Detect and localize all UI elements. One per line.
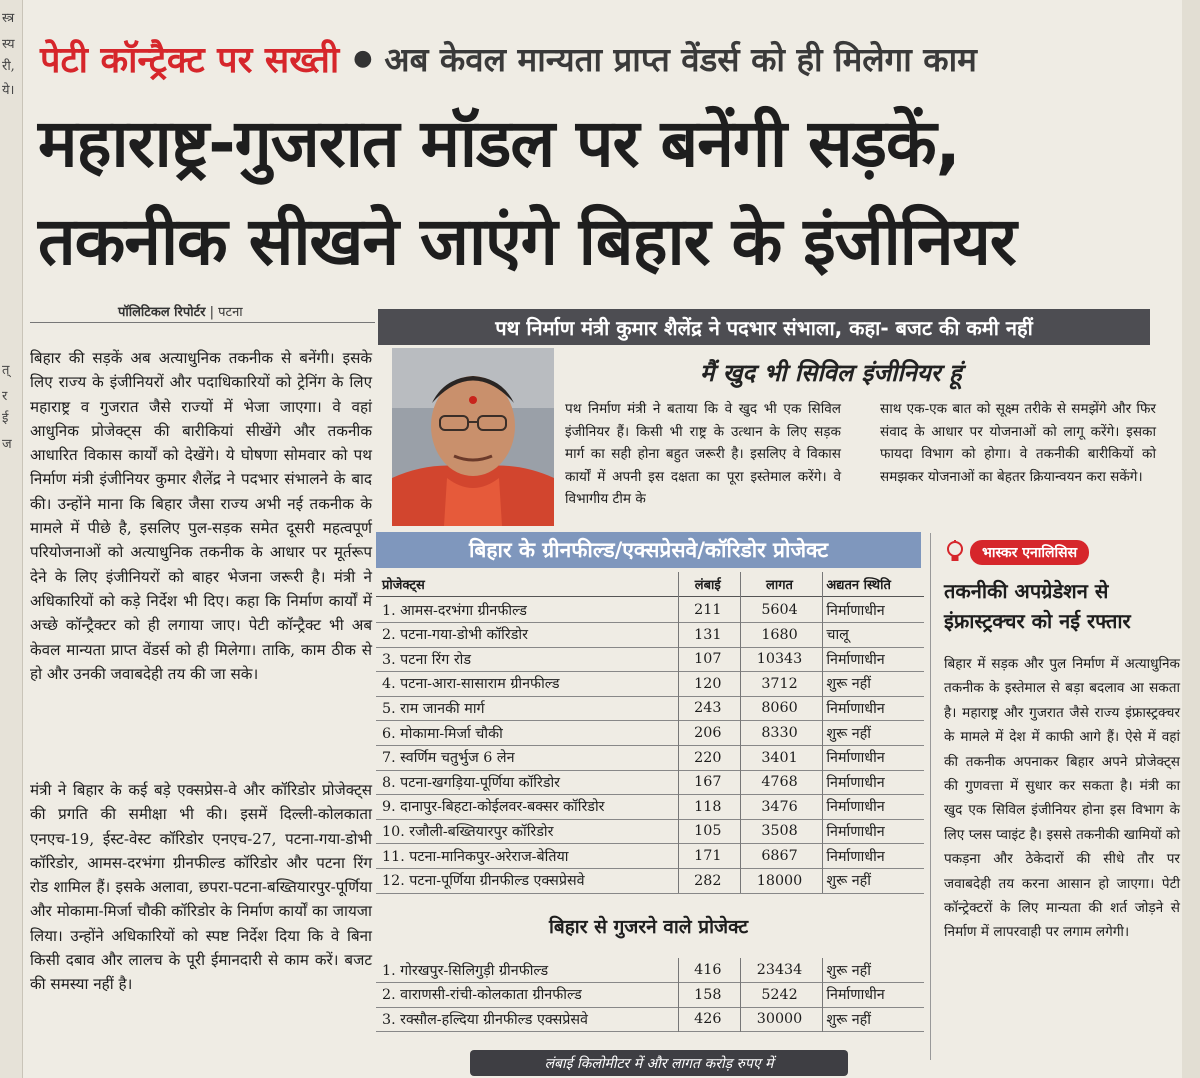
kicker-text: अब केवल मान्यता प्राप्त वेंडर्स को ही मिलेगा काम	[384, 39, 977, 79]
column-divider	[678, 958, 679, 1032]
kicker	[40, 30, 977, 86]
cost-value: 18000	[756, 872, 803, 889]
table-row	[376, 598, 924, 623]
table-row	[376, 819, 924, 844]
table-subtitle: बिहार से गुजरने वाले प्रोजेक्ट	[548, 916, 749, 938]
length-value: 211	[694, 602, 722, 618]
bullet-dot: ●	[353, 45, 373, 71]
length-value: 118	[694, 798, 722, 815]
projects-table	[376, 572, 924, 908]
cost-value: 5604	[761, 602, 798, 618]
header-projects: प्रोजेक्ट्स	[382, 578, 425, 593]
analysis-badge	[944, 538, 1089, 566]
column-divider	[822, 958, 823, 1032]
table-row	[376, 844, 924, 869]
project-name: 10. रजौली-बख्तियारपुर कॉरिडोर	[382, 823, 554, 840]
cost-value: 23434	[756, 962, 803, 978]
project-name: 2. वाराणसी-रांची-कोलकाता ग्रीनफील्ड	[382, 987, 582, 1004]
table-header-row	[376, 572, 924, 597]
status-value: निर्माणाधीन	[826, 823, 885, 840]
analysis-body: बिहार में सड़क और पुल निर्माण में अत्याधुनिक तकनीक के इस्तेमाल से बड़ा बदलाव आ सकता है। महाराष्ट्र और गुजरात जैसे राज्य इंफ्रास्ट्रक्चर के मामले में देश में काफी आगे हैं। ऐसे में वहां की तकनीक अपनाकर बिहार अपने प्रोजेक्ट्स की गुणवत्ता में सुधार कर सकता है। मंत्री का खुद एक सिविल इंजीनियर होना इस विभाग के लिए प्लस प्वाइंट है। इससे तकनीकी खामियों को पकड़ना और ठेकेदारों की सीधे तौर पर जवाबदेही तय करना आसान हो जाएगा। पेटी कॉन्ट्रेक्टरों के लिए मान्यता की शर्त जोड़ने से निर्माण में लापरवाही पर लगाम लगेगी।	[944, 656, 1180, 941]
status-value: शुरू नहीं	[826, 725, 871, 742]
status-value: शुरू नहीं	[826, 873, 871, 890]
cost-value: 8330	[761, 725, 798, 741]
table-footnote: लंबाई किलोमीटर में और लागत करोड़ रुपए में	[470, 1050, 848, 1076]
minister-photo	[392, 348, 554, 526]
status-value: शुरू नहीं	[826, 962, 871, 979]
project-name: 8. पटना-खगड़िया-पूर्णिया कॉरिडोर	[382, 774, 561, 791]
project-name: 3. पटना रिंग रोड	[382, 651, 472, 668]
minister-column-1: पथ निर्माण मंत्री ने बताया कि वे खुद भी एक सिविल इंजीनियर हैं। किसी भी राष्ट्र के उत्थान के लिए सड़क मार्ग का सही होना बहुत जरूरी है। इसलिए वे विकास कार्यों में अपनी इस दक्षता का पूरा इस्तेमाल करेंगे। वे विभागीय टीम के	[565, 401, 841, 507]
table-row	[376, 672, 924, 697]
byline-rule	[30, 322, 375, 323]
project-name: 5. राम जानकी मार्ग	[382, 700, 485, 717]
status-value: निर्माणाधीन	[826, 774, 885, 791]
length-value: 282	[694, 872, 722, 889]
column-divider	[740, 572, 741, 893]
cost-value: 30000	[756, 1011, 803, 1028]
length-value: 206	[694, 725, 722, 741]
status-value: निर्माणाधीन	[826, 848, 885, 865]
cost-value: 3476	[761, 798, 798, 815]
cost-value: 3401	[761, 749, 798, 766]
cost-value: 4768	[761, 774, 798, 791]
header-status: अद्यतन स्थिति	[826, 578, 891, 593]
status-value: निर्माणाधीन	[826, 602, 885, 619]
analysis-headline: तकनीकी अपग्रेडेशन से इंफ्रास्ट्रक्चर को नई रफ्तार	[944, 579, 1131, 633]
table-row	[376, 1007, 924, 1032]
project-name: 1. गोरखपुर-सिलिगुड़ी ग्रीनफील्ड	[382, 962, 549, 979]
length-value: 220	[694, 749, 722, 766]
project-name: 3. रक्सौल-हल्दिया ग्रीनफील्ड एक्सप्रेसवे	[382, 1011, 589, 1028]
length-value: 426	[694, 1011, 722, 1028]
table-row	[376, 983, 924, 1008]
header-length: लंबाई	[694, 578, 721, 593]
status-value: शुरू नहीं	[826, 1011, 871, 1028]
table-row	[376, 770, 924, 795]
project-name: 12. पटना-पूर्णिया ग्रीनफील्ड एक्सप्रेसवे	[382, 873, 585, 890]
quote-headline: मैं खुद भी सिविल इंजीनियर हूं	[700, 359, 962, 387]
header-cost: लागत	[766, 578, 793, 593]
length-value: 167	[694, 774, 722, 791]
cost-value: 1680	[761, 626, 798, 643]
length-value: 131	[694, 626, 722, 643]
column-divider	[740, 958, 741, 1032]
cost-value: 6867	[761, 848, 798, 864]
table-row	[376, 958, 924, 983]
project-name: 9. दानापुर-बिहटा-कोईलवर-बक्सर कॉरिडोर	[382, 799, 605, 816]
table-row	[376, 746, 924, 771]
length-value: 120	[694, 675, 722, 692]
column-divider	[678, 572, 679, 893]
status-value: निर्माणाधीन	[826, 651, 885, 668]
cost-value: 3508	[761, 823, 798, 840]
headline-line-2: तकनीक सीखने जाएंगे बिहार के इंजीनियर	[38, 203, 1016, 280]
cost-value: 10343	[756, 651, 803, 668]
length-value: 105	[694, 823, 722, 840]
status-value: निर्माणाधीन	[826, 799, 885, 816]
length-value: 171	[694, 848, 722, 864]
story-paragraph-1: बिहार की सड़कें अब अत्याधुनिक तकनीक से बनेंगी। इसके लिए राज्य के इंजीनियरों और पदाधिकारियों को ट्रेनिंग के लिए महाराष्ट्र व गुजरात जैसे राज्यों में भेजा जाएगा। वे वहां आधुनिक प्रोजेक्ट्स की बारीकियां सीखेंगे और तकनीक आधारित विकास कार्यों को देखेंगे। ये घोषणा सोमवार को पथ निर्माण मंत्री इंजीनियर कुमार शैलेंद्र ने पदभार संभालने के बाद की। उन्होंने माना कि बिहार जैसा राज्य अभी नई तकनीक के मामले में पीछे है, इसलिए पुल-सड़क समेत दूसरी महत्वपूर्ण परियोजनाओं को अत्याधुनिक तकनीक के आधार पर मूर्तरूप देने के लिए इंजीनियरों को बाहर भेजना जरूरी है। मंत्री ने अधिकारियों को कड़े निर्देश भी दिए। कहा कि निर्माण कार्यों में अच्छे कॉन्ट्रैक्टर को ही लगाया जाए। पेटी कॉन्ट्रैक्ट भी अब केवल मान्यता प्राप्त वेंडर्स को ही मिलेगा। ताकि, काम ठीक से हो और उनकी जवाबदेही तय की जा सके।	[30, 349, 372, 683]
status-value: निर्माणाधीन	[826, 987, 885, 1004]
table-row	[376, 721, 924, 746]
minister-banner: पथ निर्माण मंत्री कुमार शैलेंद्र ने पदभार संभाला, कहा- बजट की कमी नहीं	[378, 309, 1150, 345]
status-value: निर्माणाधीन	[826, 700, 885, 717]
project-name: 2. पटना-गया-डोभी कॉरिडोर	[382, 627, 528, 644]
length-value: 158	[694, 986, 722, 1003]
status-value: चालू	[826, 627, 849, 644]
table-row	[376, 696, 924, 721]
bulb-icon	[944, 540, 966, 564]
project-name: 1. आमस-दरभंगा ग्रीनफील्ड	[382, 602, 527, 619]
adjacent-column-edge: स्त्र स्य री, ये। त् र ई ज	[0, 0, 23, 1078]
project-name: 4. पटना-आरा-सासाराम ग्रीनफील्ड	[382, 676, 560, 693]
project-name: 11. पटना-मानिकपुर-अरेराज-बेतिया	[382, 848, 569, 865]
table-row	[376, 795, 924, 820]
length-value: 243	[694, 700, 722, 717]
headline-line-1: महाराष्ट्र-गुजरात मॉडल पर बनेंगी सड़कें,	[38, 105, 960, 182]
cost-value: 3712	[761, 675, 798, 692]
transit-projects-table	[376, 958, 924, 1034]
column-divider	[822, 572, 823, 893]
minister-column-2: साथ एक-एक बात को सूक्ष्म तरीके से समझेंगे और फिर संवाद के आधार पर योजनाओं को लागू करेंगे। इसका फायदा विभाग को होगा। वे तकनीकी बारीकियों को समझकर योजनाओं का बेहतर क्रियान्वयन करा सकेंगे।	[880, 401, 1156, 485]
story-paragraph-2: मंत्री ने बिहार के कई बड़े एक्सप्रेस-वे और कॉरिडोर प्रोजेक्ट्स की प्रगति की समीक्षा भी की। इसमें दिल्ली-कोलकाता एनएच-19, ईस्ट-वेस्ट कॉरिडोर एनएच-27, पटना-गया-डोभी कॉरिडोर, आमस-दरभंगा ग्रीनफील्ड कॉरिडोर और पटना रिंग रोड शामिल हैं। इसके अलावा, छपरा-पटना-बख्तियारपुर-पूर्णिया और मोकामा-मिर्जा चौकी कॉरिडोर के निर्माण कार्यों का जायजा लिया। उन्होंने अधिकारियों को स्पष्ट निर्देश दिया कि वे बिना किसी दबाव और लालच के पूरी ईमानदारी से काम करें। बजट की समस्या नहीं है।	[30, 781, 372, 994]
adjacent-page-edge	[1182, 0, 1200, 1078]
cost-value: 8060	[761, 700, 798, 717]
project-name: 7. स्वर्णिम चतुर्भुज 6 लेन	[382, 750, 515, 767]
byline-reporter: पॉलिटिकल रिपोर्टर	[118, 305, 206, 320]
byline: पॉलिटिकल रिपोर्टर | पटना	[118, 305, 243, 320]
table-row	[376, 647, 924, 672]
cost-value: 5242	[761, 986, 798, 1003]
byline-place: पटना	[218, 305, 243, 320]
table-title: बिहार के ग्रीनफील्ड/एक्सप्रेसवे/कॉरिडोर प्रोजेक्ट	[376, 532, 921, 568]
table-row	[376, 623, 924, 648]
kicker-highlight: पेटी कॉन्ट्रैक्ट पर सख्ती	[40, 38, 340, 81]
length-value: 416	[694, 962, 722, 978]
status-value: निर्माणाधीन	[826, 750, 885, 767]
project-name: 6. मोकामा-मिर्जा चौकी	[382, 725, 503, 742]
table-row	[376, 869, 924, 894]
length-value: 107	[694, 651, 722, 668]
analysis-badge-label: भास्कर एनालिसिस	[970, 540, 1089, 565]
status-value: शुरू नहीं	[826, 676, 871, 693]
